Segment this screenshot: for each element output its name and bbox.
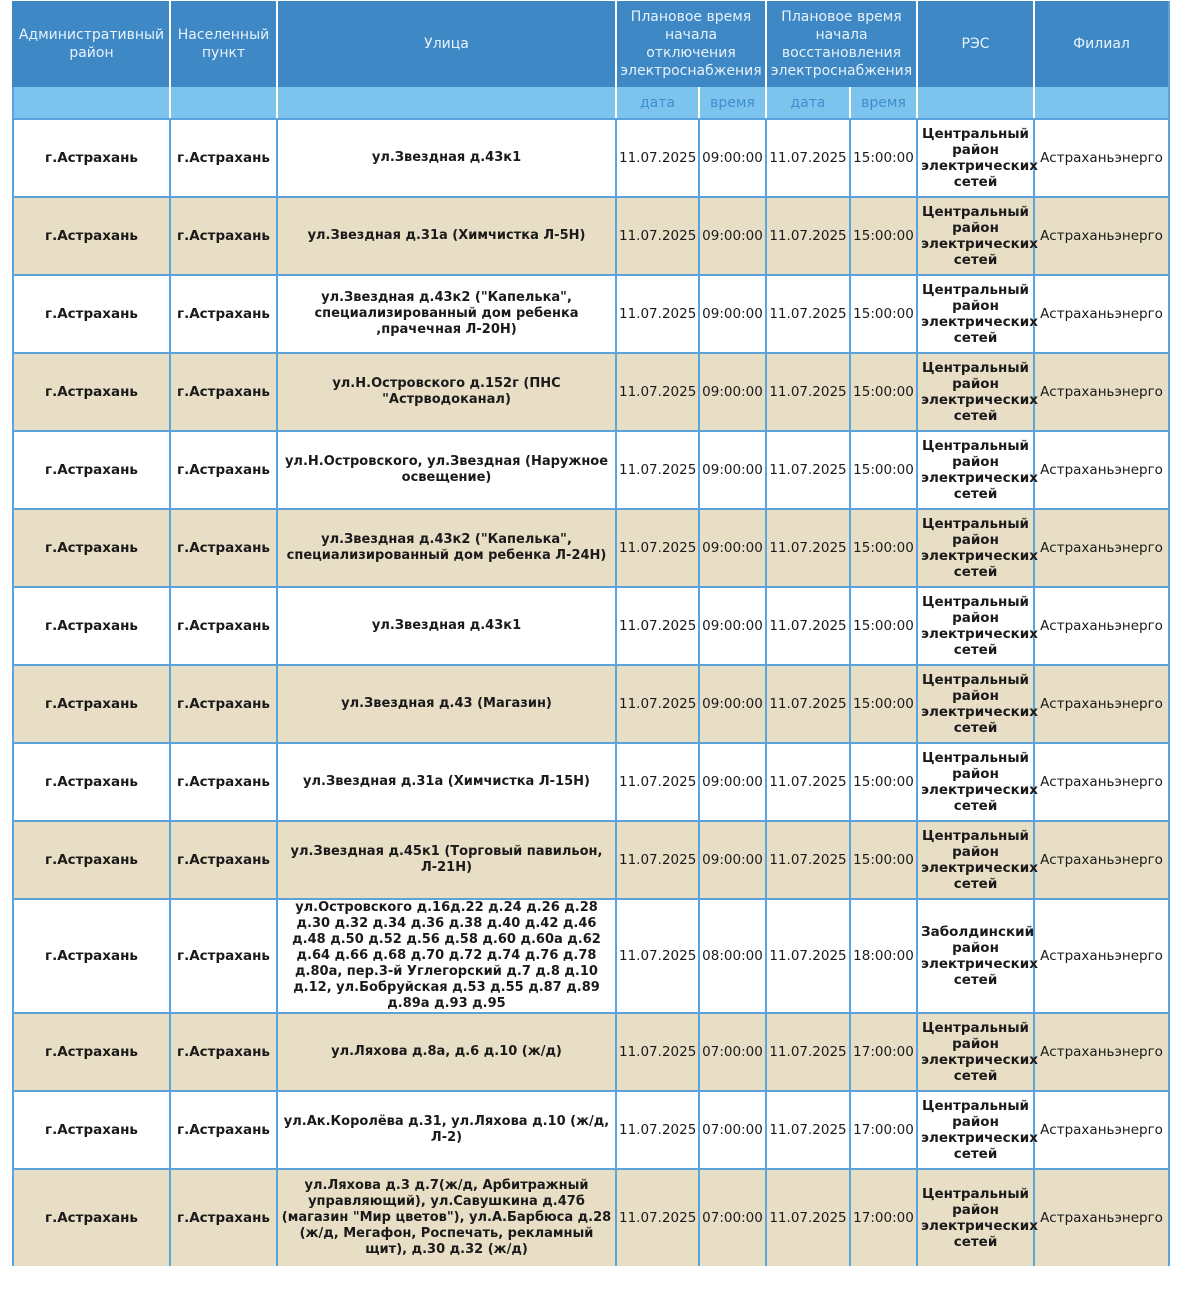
cell-street: ул.Звездная д.43 (Магазин) (277, 665, 616, 743)
cell-district: г.Астрахань (13, 1091, 170, 1169)
cell-res: Центральный район электрических сетей (917, 665, 1034, 743)
subheader-empty (1034, 87, 1169, 119)
cell-settlement: г.Астрахань (170, 743, 277, 821)
cell-restore-time: 17:00:00 (850, 1013, 917, 1091)
cell-restore-time: 15:00:00 (850, 431, 917, 509)
cell-street: ул.Островского д.16д.22 д.24 д.26 д.28 д.30 д.32 д.34 д.36 д.38 д.40 д.42 д.46 д.48 д.50 д.52 д.56 д.58 д.60 д.60а д.62 д.64 д.66 д.68 д.70 д.72 д.74 д.76 д.78 д.80а, пер.3-й Углегорский д.7 д.8 д.10 д.12, ул.Бобруйская д.53 д.55 д.87 д.89 д.89а д.93 д.95 (277, 899, 616, 1013)
cell-district: г.Астрахань (13, 353, 170, 431)
cell-branch: Астраханьэнерго (1034, 1013, 1169, 1091)
cell-branch: Астраханьэнерго (1034, 899, 1169, 1013)
header-restore-start: Плановое время начала восстановления электроснабжения (766, 1, 917, 87)
cell-outage-date: 11.07.2025 (616, 743, 699, 821)
table-row (13, 431, 1169, 509)
cell-settlement: г.Астрахань (170, 197, 277, 275)
cell-outage-time: 09:00:00 (699, 275, 766, 353)
cell-street: ул.Ляхова д.3 д.7(ж/д, Арбитражный управляющий), ул.Савушкина д.47б (магазин "Мир цветов"), ул.А.Барбюса д.28 (ж/д, Мегафон, Роспечать, рекламный щит), д.30 д.32 (ж/д) (277, 1169, 616, 1266)
cell-res: Центральный район электрических сетей (917, 821, 1034, 899)
table-row (13, 821, 1169, 899)
cell-res: Центральный район электрических сетей (917, 1169, 1034, 1266)
cell-branch: Астраханьэнерго (1034, 119, 1169, 197)
cell-branch: Астраханьэнерго (1034, 431, 1169, 509)
cell-res: Центральный район электрических сетей (917, 353, 1034, 431)
cell-outage-date: 11.07.2025 (616, 899, 699, 1013)
cell-district: г.Астрахань (13, 665, 170, 743)
cell-settlement: г.Астрахань (170, 821, 277, 899)
cell-settlement: г.Астрахань (170, 275, 277, 353)
cell-settlement: г.Астрахань (170, 665, 277, 743)
cell-branch: Астраханьэнерго (1034, 353, 1169, 431)
cell-street: ул.Ляхова д.8а, д.6 д.10 (ж/д) (277, 1013, 616, 1091)
cell-district: г.Астрахань (13, 431, 170, 509)
cell-branch: Астраханьэнерго (1034, 665, 1169, 743)
cell-district: г.Астрахань (13, 821, 170, 899)
cell-restore-date: 11.07.2025 (766, 119, 850, 197)
cell-outage-time: 09:00:00 (699, 509, 766, 587)
cell-restore-time: 15:00:00 (850, 353, 917, 431)
cell-outage-time: 07:00:00 (699, 1091, 766, 1169)
cell-settlement: г.Астрахань (170, 431, 277, 509)
cell-street: ул.Звездная д.45к1 (Торговый павильон, Л-21Н) (277, 821, 616, 899)
cell-res: Центральный район электрических сетей (917, 509, 1034, 587)
subheader-empty (917, 87, 1034, 119)
cell-outage-time: 08:00:00 (699, 899, 766, 1013)
cell-settlement: г.Астрахань (170, 1091, 277, 1169)
cell-outage-time: 07:00:00 (699, 1013, 766, 1091)
cell-street: ул.Звездная д.43к2 ("Капелька", специализированный дом ребенка Л-24Н) (277, 509, 616, 587)
cell-street: ул.Звездная д.31а (Химчистка Л-15Н) (277, 743, 616, 821)
cell-street: ул.Н.Островского, ул.Звездная (Наружное освещение) (277, 431, 616, 509)
table-row (13, 1169, 1169, 1266)
cell-restore-date: 11.07.2025 (766, 665, 850, 743)
table-row (13, 353, 1169, 431)
cell-district: г.Астрахань (13, 119, 170, 197)
cell-street: ул.Звездная д.43к2 ("Капелька", специализированный дом ребенка ,прачечная Л-20Н) (277, 275, 616, 353)
cell-res: Центральный район электрических сетей (917, 743, 1034, 821)
cell-settlement: г.Астрахань (170, 353, 277, 431)
cell-restore-date: 11.07.2025 (766, 353, 850, 431)
cell-outage-date: 11.07.2025 (616, 1091, 699, 1169)
cell-district: г.Астрахань (13, 1013, 170, 1091)
cell-restore-date: 11.07.2025 (766, 1013, 850, 1091)
cell-restore-time: 18:00:00 (850, 899, 917, 1013)
cell-street: ул.Ак.Королёва д.31, ул.Ляхова д.10 (ж/д, Л-2) (277, 1091, 616, 1169)
cell-outage-time: 09:00:00 (699, 587, 766, 665)
cell-restore-time: 15:00:00 (850, 275, 917, 353)
cell-street: ул.Звездная д.31а (Химчистка Л-5Н) (277, 197, 616, 275)
cell-settlement: г.Астрахань (170, 899, 277, 1013)
cell-restore-date: 11.07.2025 (766, 821, 850, 899)
cell-outage-time: 09:00:00 (699, 353, 766, 431)
cell-settlement: г.Астрахань (170, 119, 277, 197)
subheader-empty (277, 87, 616, 119)
subheader-empty (13, 87, 170, 119)
cell-restore-time: 15:00:00 (850, 665, 917, 743)
table-row (13, 509, 1169, 587)
cell-outage-date: 11.07.2025 (616, 665, 699, 743)
cell-restore-time: 17:00:00 (850, 1091, 917, 1169)
cell-restore-time: 15:00:00 (850, 197, 917, 275)
outage-table (12, 1, 1170, 1266)
cell-outage-time: 09:00:00 (699, 743, 766, 821)
cell-settlement: г.Астрахань (170, 509, 277, 587)
outage-schedule (12, 1, 1170, 1266)
cell-outage-date: 11.07.2025 (616, 587, 699, 665)
cell-outage-date: 11.07.2025 (616, 1169, 699, 1266)
cell-restore-date: 11.07.2025 (766, 431, 850, 509)
cell-branch: Астраханьэнерго (1034, 197, 1169, 275)
cell-outage-time: 09:00:00 (699, 821, 766, 899)
subheader-restore-time: время (850, 87, 917, 119)
cell-restore-time: 17:00:00 (850, 1169, 917, 1266)
cell-branch: Астраханьэнерго (1034, 743, 1169, 821)
cell-res: Центральный район электрических сетей (917, 275, 1034, 353)
cell-restore-date: 11.07.2025 (766, 197, 850, 275)
cell-district: г.Астрахань (13, 197, 170, 275)
subheader-restore-date: дата (766, 87, 850, 119)
cell-branch: Астраханьэнерго (1034, 587, 1169, 665)
table-row (13, 587, 1169, 665)
cell-outage-time: 09:00:00 (699, 197, 766, 275)
cell-res: Заболдинский район электрических сетей (917, 899, 1034, 1013)
cell-restore-date: 11.07.2025 (766, 899, 850, 1013)
cell-restore-date: 11.07.2025 (766, 275, 850, 353)
header-street: Улица (277, 1, 616, 87)
subheader-outage-date: дата (616, 87, 699, 119)
cell-restore-date: 11.07.2025 (766, 587, 850, 665)
header-branch: Филиал (1034, 1, 1169, 87)
table-row (13, 743, 1169, 821)
cell-settlement: г.Астрахань (170, 1013, 277, 1091)
cell-district: г.Астрахань (13, 899, 170, 1013)
cell-res: Центральный район электрических сетей (917, 197, 1034, 275)
table-row (13, 899, 1169, 1013)
cell-restore-time: 15:00:00 (850, 119, 917, 197)
table-row (13, 119, 1169, 197)
header-res: РЭС (917, 1, 1034, 87)
table-row (13, 275, 1169, 353)
cell-res: Центральный район электрических сетей (917, 119, 1034, 197)
cell-restore-date: 11.07.2025 (766, 1091, 850, 1169)
subheader-outage-time: время (699, 87, 766, 119)
table-row (13, 1091, 1169, 1169)
table-row (13, 665, 1169, 743)
header-admin-district: Административный район (13, 1, 170, 87)
cell-restore-time: 15:00:00 (850, 821, 917, 899)
cell-outage-time: 09:00:00 (699, 431, 766, 509)
cell-district: г.Астрахань (13, 587, 170, 665)
cell-restore-date: 11.07.2025 (766, 743, 850, 821)
cell-branch: Астраханьэнерго (1034, 1169, 1169, 1266)
cell-district: г.Астрахань (13, 743, 170, 821)
cell-branch: Астраханьэнерго (1034, 509, 1169, 587)
cell-outage-date: 11.07.2025 (616, 821, 699, 899)
cell-restore-date: 11.07.2025 (766, 509, 850, 587)
cell-street: ул.Звездная д.43к1 (277, 587, 616, 665)
cell-outage-date: 11.07.2025 (616, 431, 699, 509)
cell-settlement: г.Астрахань (170, 1169, 277, 1266)
cell-outage-time: 09:00:00 (699, 119, 766, 197)
cell-branch: Астраханьэнерго (1034, 821, 1169, 899)
cell-district: г.Астрахань (13, 1169, 170, 1266)
table-row (13, 197, 1169, 275)
cell-outage-date: 11.07.2025 (616, 1013, 699, 1091)
cell-district: г.Астрахань (13, 509, 170, 587)
table-row (13, 1013, 1169, 1091)
table-body (13, 119, 1169, 1266)
cell-outage-date: 11.07.2025 (616, 353, 699, 431)
cell-outage-date: 11.07.2025 (616, 275, 699, 353)
cell-district: г.Астрахань (13, 275, 170, 353)
cell-outage-time: 07:00:00 (699, 1169, 766, 1266)
header-outage-start: Плановое время начала отключения электроснабжения (616, 1, 766, 87)
cell-outage-time: 09:00:00 (699, 665, 766, 743)
cell-res: Центральный район электрических сетей (917, 1091, 1034, 1169)
table-header (13, 1, 1169, 119)
cell-outage-date: 11.07.2025 (616, 509, 699, 587)
cell-branch: Астраханьэнерго (1034, 275, 1169, 353)
cell-res: Центральный район электрических сетей (917, 1013, 1034, 1091)
subheader-empty (170, 87, 277, 119)
cell-branch: Астраханьэнерго (1034, 1091, 1169, 1169)
cell-res: Центральный район электрических сетей (917, 431, 1034, 509)
cell-street: ул.Звездная д.43к1 (277, 119, 616, 197)
cell-restore-date: 11.07.2025 (766, 1169, 850, 1266)
cell-outage-date: 11.07.2025 (616, 197, 699, 275)
cell-restore-time: 15:00:00 (850, 587, 917, 665)
cell-res: Центральный район электрических сетей (917, 587, 1034, 665)
cell-restore-time: 15:00:00 (850, 743, 917, 821)
cell-restore-time: 15:00:00 (850, 509, 917, 587)
cell-settlement: г.Астрахань (170, 587, 277, 665)
cell-street: ул.Н.Островского д.152г (ПНС "Астрводоканал) (277, 353, 616, 431)
header-settlement: Населенный пункт (170, 1, 277, 87)
cell-outage-date: 11.07.2025 (616, 119, 699, 197)
